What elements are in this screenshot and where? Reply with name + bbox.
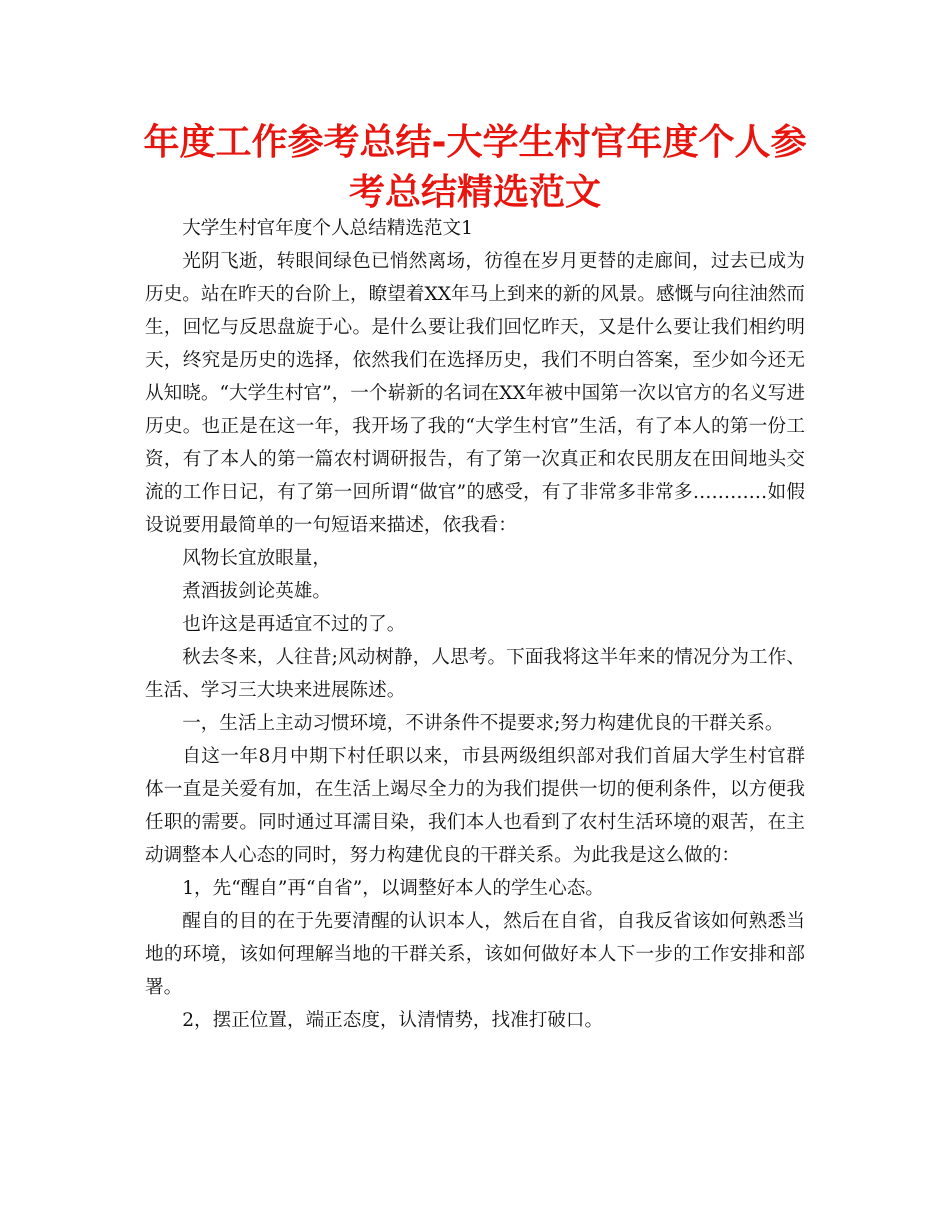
paragraph: 一，生活上主动习惯环境，不讲条件不提要求;努力构建优良的干群关系。 bbox=[182, 713, 784, 734]
paragraph: 2，摆正位置，端正态度，认清情势，找准打破口。 bbox=[182, 1010, 604, 1031]
document-body bbox=[145, 212, 805, 1037]
document-title: 年度工作参考总结-大学生村官年度个人参考总结精选范文 bbox=[143, 122, 807, 213]
paragraph: 煮酒拔剑论英雄。 bbox=[182, 581, 331, 602]
paragraph: 自这一年8月中期下村任职以来，市县两级组织部对我们首届大学生村官群体一直是关爱有加，在生活上竭尽全力的为我们提供一切的便利条件，以方便我任职的需要。同时通过耳濡目染，我们本人也看到了农村生活环境的艰苦，在主动调整本人心态的同时，努力构建优良的干群关系。为此我是这么做的： bbox=[145, 746, 805, 866]
paragraph: 秋去冬来，人往昔;风动树静，人思考。下面我将这半年来的情况分为工作、生活、学习三大块来进展陈述。 bbox=[145, 647, 805, 701]
paragraph: 醒自的目的在于先要清醒的认识本人，然后在自省，自我反省该如何熟悉当地的环境，该如何理解当地的干群关系，该如何做好本人下一步的工作安排和部署。 bbox=[145, 911, 805, 998]
paragraph: 光阴飞逝，转眼间绿色已悄然离场，彷徨在岁月更替的走廊间，过去已成为历史。站在昨天的台阶上，瞭望着XX年马上到来的新的风景。感慨与向往油然而生，回忆与反思盘旋于心。是什么要让我们回忆昨天，又是什么要让我们相约明天，终究是历史的选择，依然我们在选择历史，我们不明白答案，至少如今还无从知晓。“大学生村官”，一个崭新的名词在XX年被中国第一次以官方的名义写进历史。也正是在这一年，我开场了我的“大学生村官”生活，有了本人的第一份工资，有了本人的第一篇农村调研报告，有了第一次真正和农民朋友在田间地头交流的工作日记，有了第一回所谓“做官”的感受，有了非常多非常多…………如假设说要用最简单的一句短语来描述，依我看： bbox=[145, 251, 805, 536]
paragraph: 1，先“醒自”再“自省”，以调整好本人的学生心态。 bbox=[182, 878, 604, 899]
paragraph: 大学生村官年度个人总结精选范文1 bbox=[182, 218, 473, 239]
paragraph: 风物长宜放眼量， bbox=[182, 548, 331, 569]
paragraph: 也许这是再适宜不过的了。 bbox=[182, 614, 406, 635]
